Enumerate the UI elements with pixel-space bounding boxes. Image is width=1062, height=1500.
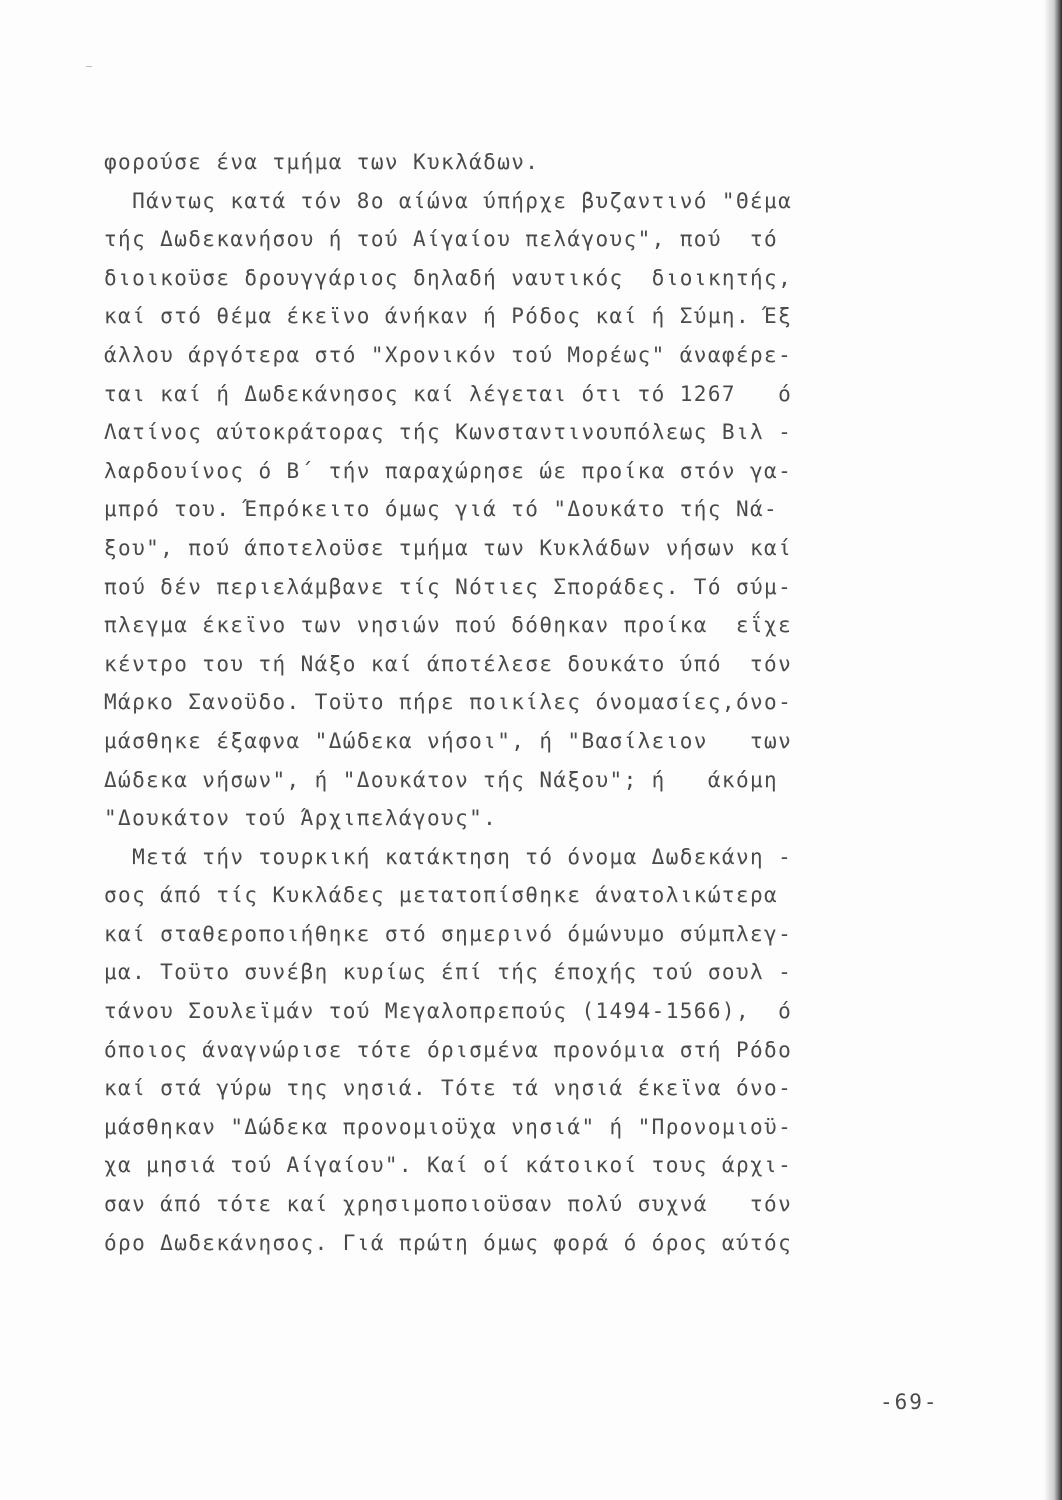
- text-line: μπρό του. Έπρόκειτο όμως γιά τό "Δουκάτο τής Νά-: [104, 497, 779, 522]
- text-line: μα. Τοϋτο συνέβη κυρίως έπί τής έποχής τού σουλ -: [104, 960, 793, 985]
- text-line: διοικοϋσε δρουγγάριος δηλαδή ναυτικός διοικητής,: [104, 265, 793, 290]
- text-line: καί στά γύρω της νησιά. Τότε τά νησιά έκεϊνα όνο-: [104, 1076, 793, 1101]
- text-line: όποιος άναγνώρισε τότε όρισμένα προνόμια στή Ρόδο: [104, 1037, 793, 1062]
- text-line: καί στό θέμα έκεϊνο άνήκαν ή Ρόδος καί ή Σύμη. Έξ: [104, 304, 793, 329]
- body-text: [104, 143, 944, 1262]
- text-line: ται καί ή Δωδεκάνησος καί λέγεται ότι τό 1267 ό: [104, 381, 793, 406]
- page-number: -69-: [880, 1390, 939, 1414]
- text-line: πού δέν περιελάμβανε τίς Νότιες Σποράδες. Τό σύμ-: [104, 574, 793, 599]
- text-line: Δώδεκα νήσων", ή "Δουκάτον τής Νάξου"; ή άκόμη: [104, 767, 779, 792]
- scan-edge-shadow: [1044, 0, 1062, 1500]
- text-line: χα μησιά τού Αίγαίου". Καί οί κάτοικοί τους άρχι-: [104, 1153, 793, 1178]
- text-line: κέντρο του τή Νάξο καί άποτέλεσε δουκάτο ύπό τόν: [104, 651, 793, 676]
- text-line: "Δουκάτον τού Άρχιπελάγους".: [104, 806, 498, 831]
- text-line: Μετά τήν τουρκική κατάκτηση τό όνομα Δωδεκάνη -: [104, 844, 793, 869]
- text-line: μάσθηκε έξαφνα "Δώδεκα νήσοι", ή "Βασίλειον των: [104, 728, 793, 753]
- text-line: ξου", πού άποτελοϋσε τμήμα των Κυκλάδων νήσων καί: [104, 535, 793, 560]
- text-line: σαν άπό τότε καί χρησιμοποιοϋσαν πολύ συχνά τόν: [104, 1192, 793, 1217]
- text-line: καί σταθεροποιήθηκε στό σημερινό όμώνυμο σύμπλεγ-: [104, 921, 793, 946]
- text-line: τάνου Σουλεϊμάν τού Μεγαλοπρεπούς (1494-1566), ό: [104, 999, 793, 1024]
- text-line: όρο Δωδεκάνησος. Γιά πρώτη όμως φορά ό όρος αύτός: [104, 1230, 793, 1255]
- text-line: λαρδουίνος ό Β΄ τήν παραχώρησε ώε προίκα στόν γα-: [104, 458, 793, 483]
- text-line: Λατίνος αύτοκράτορας τής Κωνσταντινουπόλεως Βιλ -: [104, 420, 793, 445]
- scan-speck: [86, 66, 92, 67]
- text-line: πλεγμα έκεϊνο των νησιών πού δόθηκαν προίκα εΐχε: [104, 613, 793, 638]
- text-line: τής Δωδεκανήσου ή τού Αίγαίου πελάγους", πού τό: [104, 227, 779, 252]
- text-line: σος άπό τίς Κυκλάδες μετατοπίσθηκε άνατολικώτερα: [104, 883, 779, 908]
- text-line: άλλου άργότερα στό "Χρονικόν τού Μορέως" άναφέρε-: [104, 342, 793, 367]
- text-line: φορούσε ένα τμήμα των Κυκλάδων.: [104, 150, 540, 174]
- text-line: Πάντως κατά τόν 8ο αίώνα ύπήρχε βυζαντινό "Θέμα: [104, 188, 793, 213]
- text-line: μάσθηκαν "Δώδεκα προνομιοϋχα νησιά" ή "Προνομιοϋ-: [104, 1114, 793, 1139]
- text-line: Μάρκο Σανοϋδο. Τοϋτο πήρε ποικίλες όνομασίες,όνο-: [104, 690, 793, 715]
